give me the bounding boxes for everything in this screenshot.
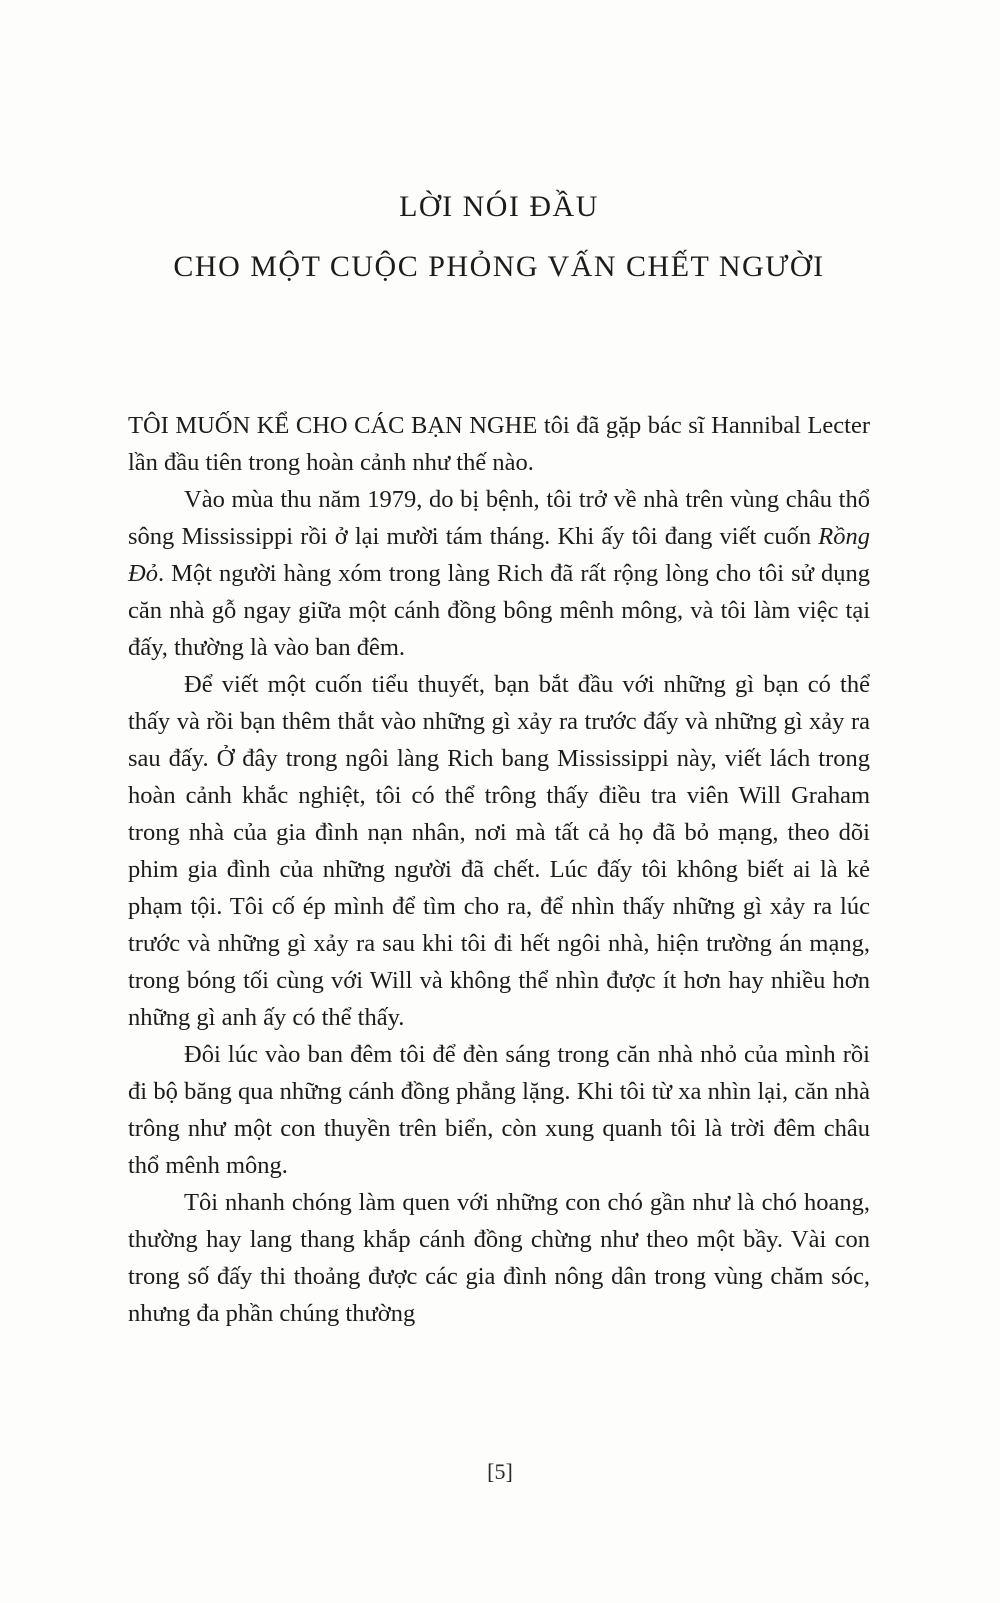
paragraph-3: Để viết một cuốn tiểu thuyết, bạn bắt đầu với những gì bạn có thể thấy và rồi bạn thêm thắt vào những gì xảy ra trước đấy và những gì xảy ra sau đấy. Ở đây trong ngôi làng Rich bang Mississippi này, viết lách trong hoàn cảnh khắc nghiệt, tôi có thể trông thấy điều tra viên Will Graham trong nhà của gia đình nạn nhân, nơi mà tất cả họ đã bỏ mạng, theo dõi phim gia đình của những người đã chết. Lúc đấy tôi không biết ai là kẻ phạm tội. Tôi cố ép mình để tìm cho ra, để nhìn thấy những gì xảy ra lúc trước và những gì xảy ra sau khi tôi đi hết ngôi nhà, hiện trường án mạng, trong bóng tối cùng với Will và không thể nhìn được ít hơn hay nhiều hơn những gì anh ấy có thể thấy. <box>128 671 870 1031</box>
paragraph-4: Đôi lúc vào ban đêm tôi để đèn sáng trong căn nhà nhỏ của mình rồi đi bộ băng qua những cánh đồng phẳng lặng. Khi tôi từ xa nhìn lại, căn nhà trông như một con thuyền trên biển, còn xung quanh tôi là trời đêm châu thổ mênh mông. <box>128 1041 870 1179</box>
paragraph-2 <box>128 481 870 666</box>
page-number: [5] <box>487 1459 513 1484</box>
book-title-red-dragon: Rồng Đỏ <box>128 523 870 587</box>
paragraph-1: TÔI MUỐN KỂ CHO CÁC BẠN NGHE tôi đã gặp bác sĩ Hannibal Lecter lần đầu tiên trong hoàn cảnh như thế nào. <box>128 412 870 476</box>
paragraph-5: Tôi nhanh chóng làm quen với những con chó gần như là chó hoang, thường hay lang thang khắp cánh đồng chừng như theo một bầy. Vài con trong số đấy thi thoảng được các gia đình nông dân trong vùng chăm sóc, nhưng đa phần chúng thường <box>128 1189 870 1327</box>
paragraph-2-text-after: . Một người hàng xóm trong làng Rich đã rất rộng lòng cho tôi sử dụng căn nhà gỗ ngay giữa một cánh đồng bông mênh mông, và tôi làm việc tại đấy, thường là vào ban đêm. <box>128 560 870 661</box>
preface-title <box>128 192 870 282</box>
preface-title-line2: CHO MỘT CUỘC PHỎNG VẤN CHẾT NGƯỜI <box>173 250 825 283</box>
preface-body <box>128 407 870 1332</box>
preface-title-line1: LỜI NÓI ĐẦU <box>399 190 599 223</box>
paragraph-2-text-before: Vào mùa thu năm 1979, do bị bệnh, tôi trở về nhà trên vùng châu thổ sông Mississippi rồi ở lại mười tám tháng. Khi ấy tôi đang viết cuốn <box>128 486 870 550</box>
